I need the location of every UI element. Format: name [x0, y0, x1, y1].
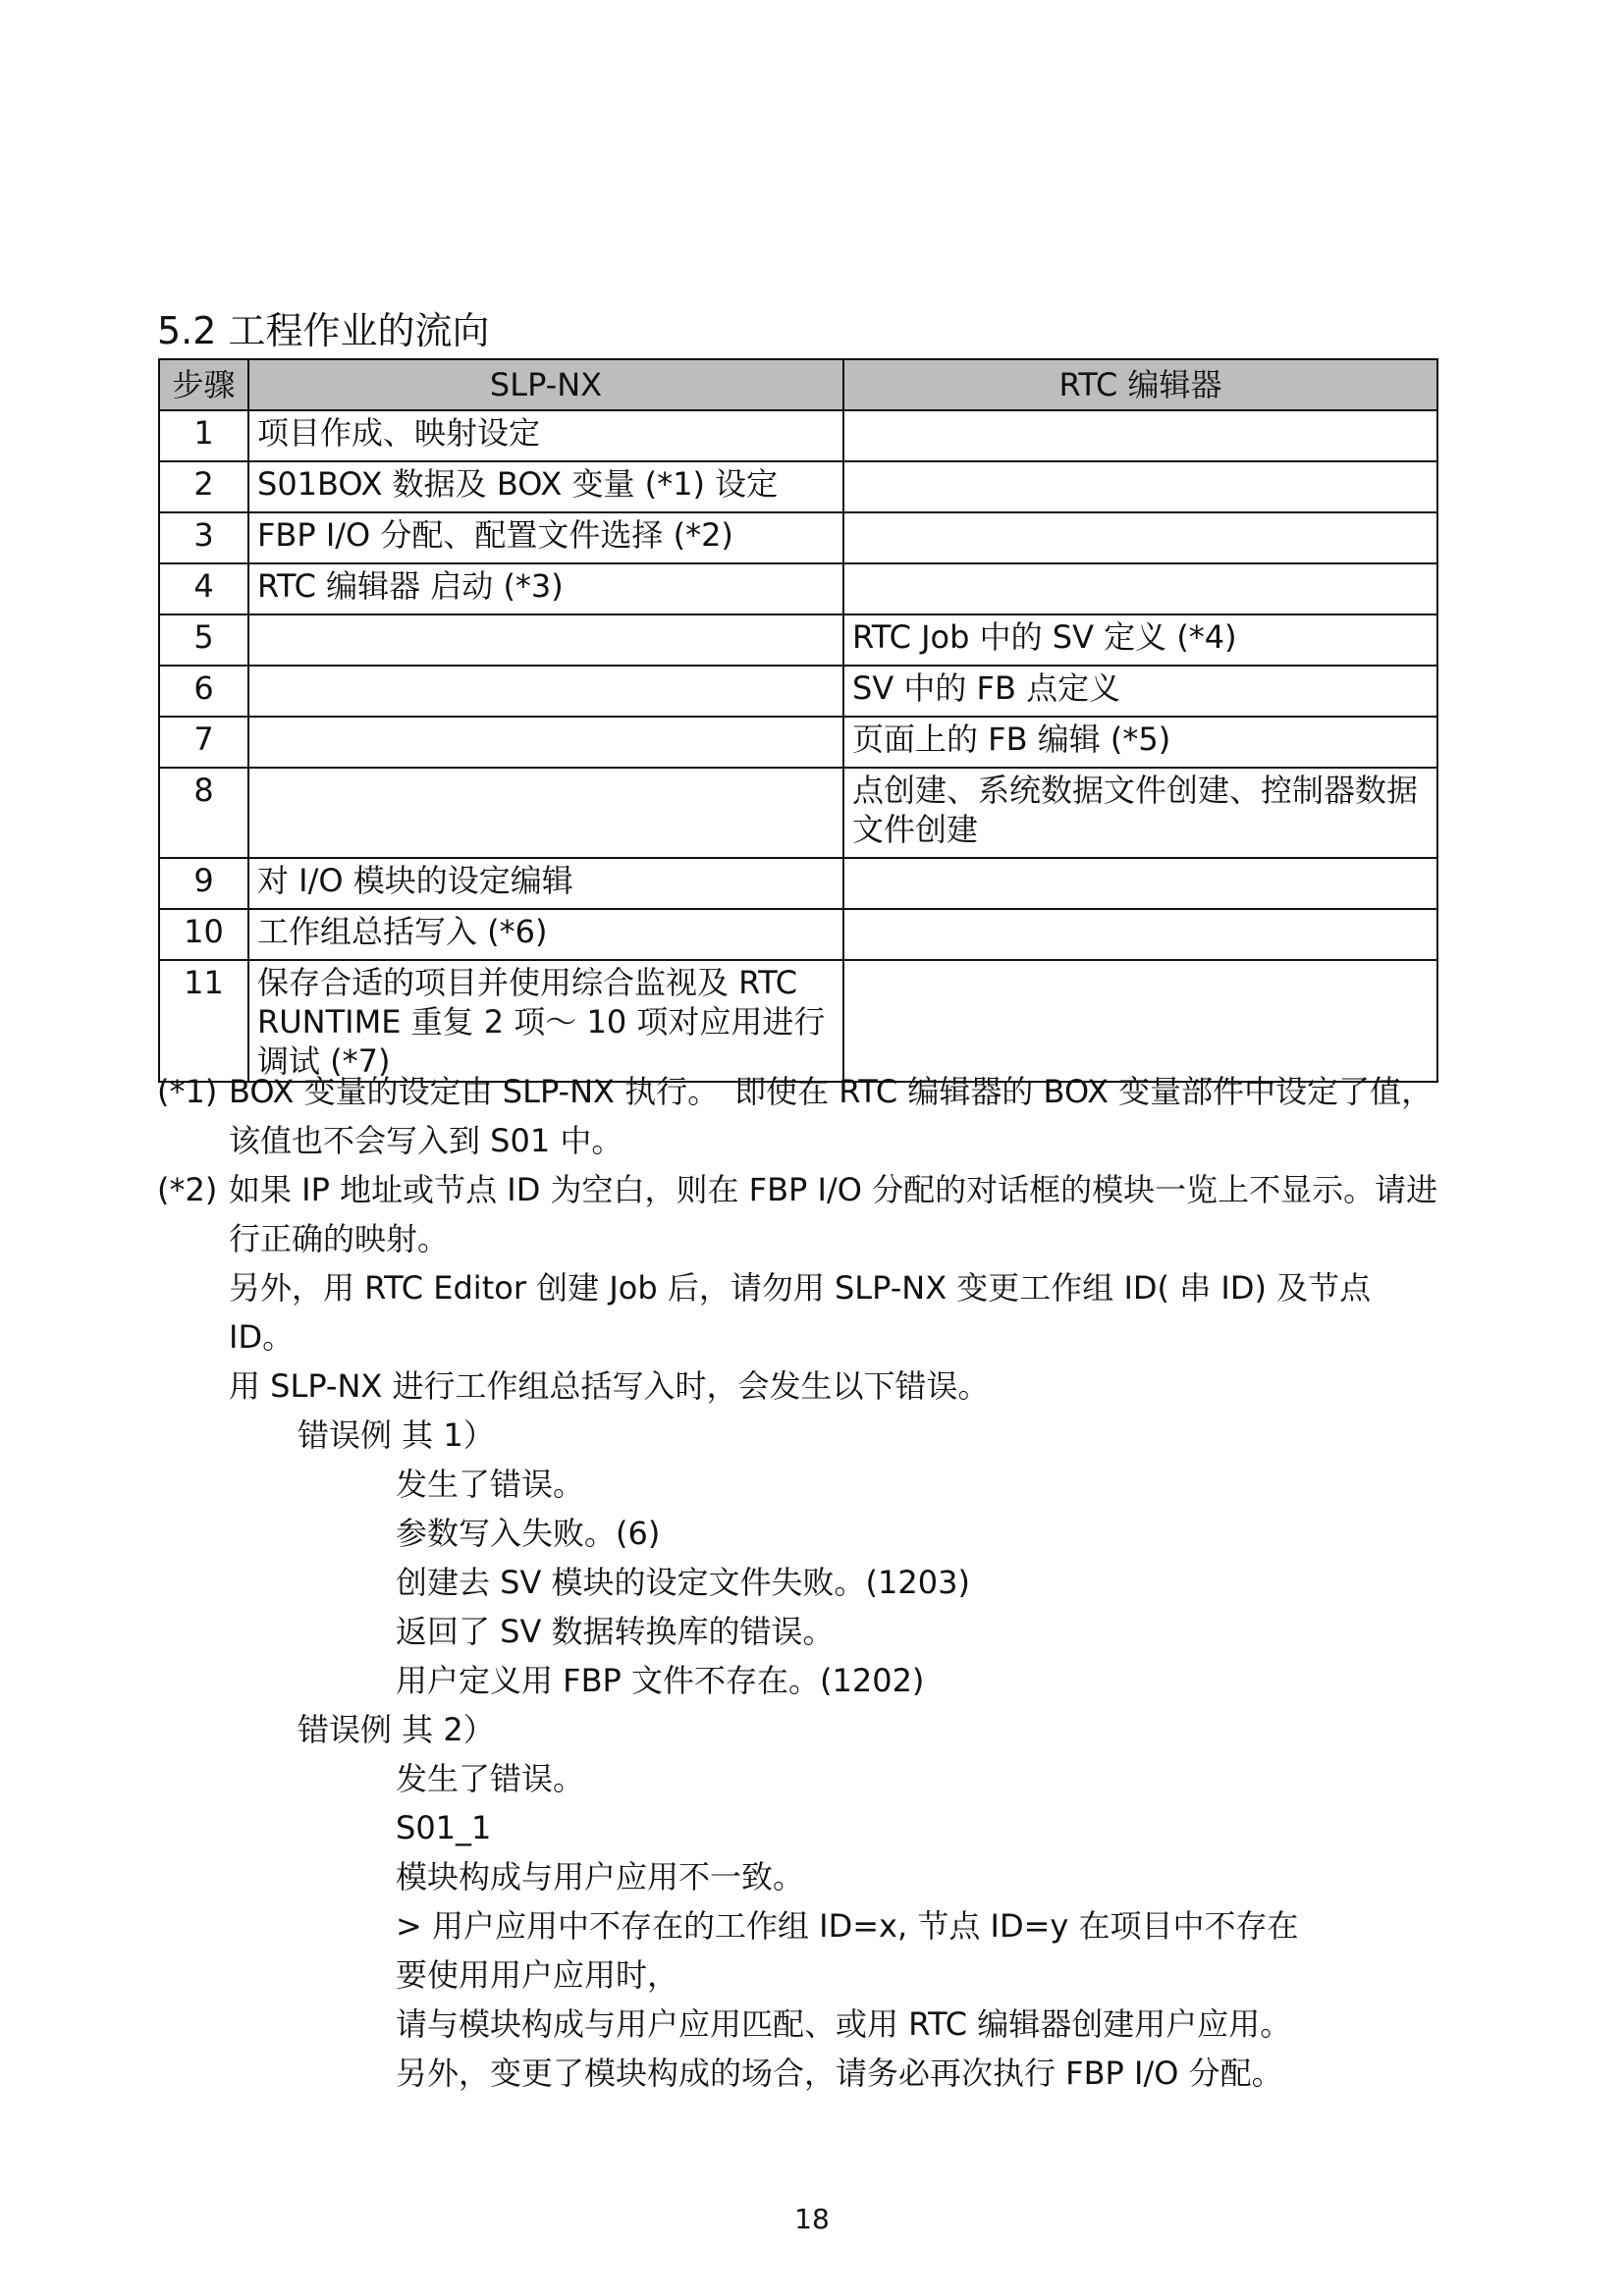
- note-marker: (*2): [157, 1171, 218, 1208]
- rtc-editor-cell: [843, 563, 1437, 614]
- error-line: S01_1: [396, 1809, 492, 1846]
- slp-nx-cell: FBP I/O 分配、配置文件选择 (*2): [248, 512, 843, 563]
- error-line: 用户定义用 FBP 文件不存在。(1202): [396, 1662, 925, 1699]
- step-number: 1: [159, 410, 248, 461]
- rtc-editor-cell: [843, 410, 1437, 461]
- section-title: 5.2 工程作业的流向: [157, 309, 490, 352]
- error-line: 模块构成与用户应用不一致。: [396, 1858, 805, 1896]
- note-text: 如果 IP 地址或节点 ID 为空白，则在 FBP I/O 分配的对话框的模块一览上不显示。请进行正确的映射。: [229, 1171, 1438, 1257]
- rtc-editor-cell: [843, 461, 1437, 512]
- error-example-title: 错误例 其 1）: [298, 1416, 495, 1454]
- slp-nx-cell: S01BOX 数据及 BOX 变量 (*1) 设定: [248, 461, 843, 512]
- table-row: [159, 768, 1437, 858]
- header-slp-nx: SLP-NX: [248, 359, 843, 410]
- error-line: 发生了错误。: [396, 1466, 585, 1503]
- error-line: 发生了错误。: [396, 1760, 585, 1797]
- error-line: 参数写入失败。(6): [396, 1515, 661, 1552]
- header-rtc-editor: RTC 编辑器: [843, 359, 1437, 410]
- table-row: [159, 858, 1437, 909]
- error-line: 请与模块构成与用户应用匹配、或用 RTC 编辑器创建用户应用。: [396, 2005, 1292, 2043]
- error-example-title: 错误例 其 2）: [298, 1711, 495, 1748]
- table-row: [159, 614, 1437, 666]
- table-row: [159, 563, 1437, 614]
- slp-nx-cell: RTC 编辑器 启动 (*3): [248, 563, 843, 614]
- table-row: [159, 461, 1437, 512]
- rtc-editor-cell: [843, 858, 1437, 909]
- table-row: [159, 512, 1437, 563]
- error-line: 返回了 SV 数据转换库的错误。: [396, 1613, 835, 1650]
- slp-nx-cell: [248, 717, 843, 768]
- rtc-editor-cell: [843, 960, 1437, 1082]
- table-row: [159, 410, 1437, 461]
- rtc-editor-cell: 点创建、系统数据文件创建、控制器数据文件创建: [843, 768, 1437, 858]
- error-line: 另外，变更了模块构成的场合，请务必再次执行 FBP I/O 分配。: [396, 2055, 1283, 2092]
- rtc-editor-cell: [843, 512, 1437, 563]
- step-number: 7: [159, 717, 248, 768]
- table-header-row: [159, 359, 1437, 410]
- table-row: [159, 909, 1437, 960]
- slp-nx-cell: [248, 768, 843, 858]
- note-text: 用 SLP-NX 进行工作组总括写入时，会发生以下错误。: [229, 1367, 990, 1405]
- rtc-editor-cell: SV 中的 FB 点定义: [843, 666, 1437, 717]
- slp-nx-cell: 项目作成、映射设定: [248, 410, 843, 461]
- error-line: 创建去 SV 模块的设定文件失败。(1203): [396, 1564, 970, 1601]
- slp-nx-cell: [248, 666, 843, 717]
- slp-nx-cell: 对 I/O 模块的设定编辑: [248, 858, 843, 909]
- rtc-editor-cell: RTC Job 中的 SV 定义 (*4): [843, 614, 1437, 666]
- step-number: 5: [159, 614, 248, 666]
- error-line: > 用户应用中不存在的工作组 ID=x, 节点 ID=y 在项目中不存在: [396, 1907, 1299, 1945]
- step-number: 9: [159, 858, 248, 909]
- header-step: 步骤: [159, 359, 248, 410]
- step-number: 2: [159, 461, 248, 512]
- workflow-table: [158, 358, 1438, 1083]
- error-line: 要使用用户应用时，: [396, 1956, 679, 1994]
- table-row: [159, 666, 1437, 717]
- rtc-editor-cell: 页面上的 FB 编辑 (*5): [843, 717, 1437, 768]
- page-number: 18: [794, 2203, 830, 2235]
- slp-nx-cell: [248, 614, 843, 666]
- step-number: 11: [159, 960, 248, 1082]
- table-row: [159, 717, 1437, 768]
- step-number: 6: [159, 666, 248, 717]
- step-number: 10: [159, 909, 248, 960]
- slp-nx-cell: 工作组总括写入 (*6): [248, 909, 843, 960]
- note-marker: (*1): [157, 1073, 218, 1110]
- rtc-editor-cell: [843, 909, 1437, 960]
- slp-nx-cell: 保存合适的项目并使用综合监视及 RTC RUNTIME 重复 2 项～ 10 项对应用进行调试 (*7): [248, 960, 843, 1082]
- step-number: 8: [159, 768, 248, 858]
- footnotes: [157, 1067, 1443, 2098]
- note-text: BOX 变量的设定由 SLP-NX 执行。 即使在 RTC 编辑器的 BOX 变量部件中设定了值，该值也不会写入到 S01 中。: [229, 1073, 1434, 1159]
- note-2: [157, 1165, 1443, 2098]
- step-number: 3: [159, 512, 248, 563]
- note-text: 另外，用 RTC Editor 创建 Job 后，请勿用 SLP-NX 变更工作组 ID( 串 ID) 及节点 ID。: [229, 1269, 1372, 1356]
- step-number: 4: [159, 563, 248, 614]
- table-row: [159, 960, 1437, 1082]
- note-1: [157, 1067, 1443, 1165]
